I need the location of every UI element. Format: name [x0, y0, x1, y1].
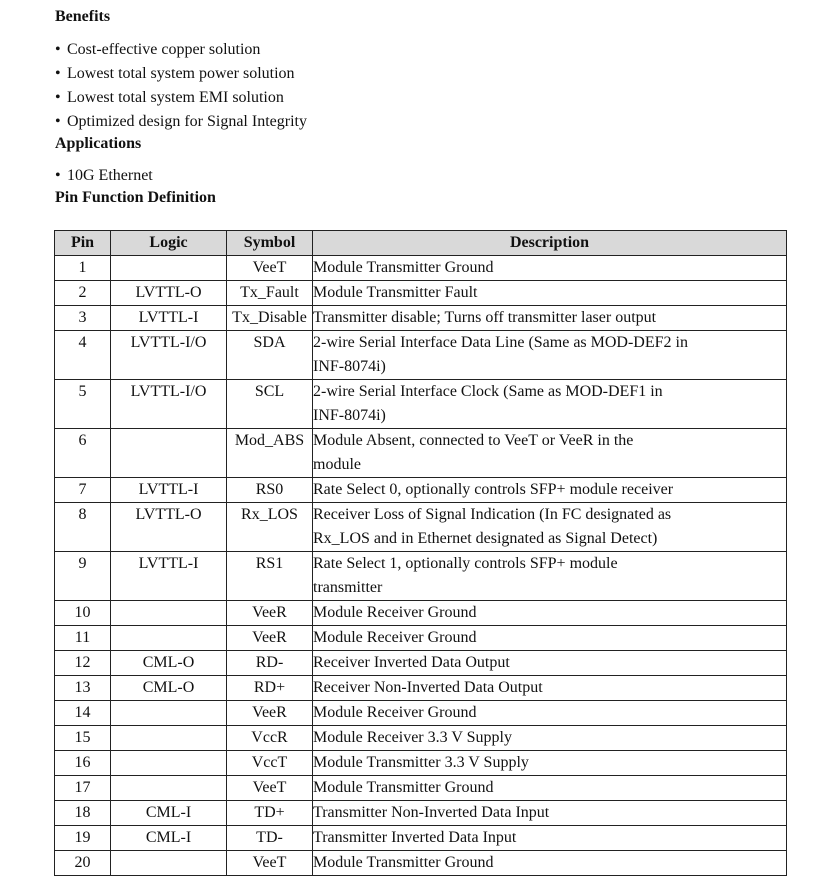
description-cell [313, 429, 787, 478]
symbol-cell: SCL [227, 380, 313, 429]
pin-cell: 17 [55, 776, 111, 801]
benefit-text: Optimized design for Signal Integrity [67, 113, 307, 130]
table-row [55, 751, 787, 776]
table-row [55, 429, 787, 478]
pin-cell: 7 [55, 478, 111, 503]
symbol-cell: VeeR [227, 701, 313, 726]
applications-heading: Applications [55, 135, 142, 152]
pin-cell: 19 [55, 826, 111, 851]
description-cell [313, 503, 787, 552]
description-cell [313, 306, 787, 331]
logic-cell [111, 626, 227, 651]
symbol-cell: VccT [227, 751, 313, 776]
description-line: Module Receiver Ground [313, 629, 477, 646]
bullet-icon: • [55, 89, 61, 106]
symbol-cell: Rx_LOS [227, 503, 313, 552]
header-logic: Logic [111, 231, 227, 256]
pin-cell: 1 [55, 256, 111, 281]
table-row [55, 626, 787, 651]
pin-table-heading: Pin Function Definition [55, 189, 216, 206]
table-row [55, 601, 787, 626]
logic-cell: LVTTL-I [111, 552, 227, 601]
logic-cell: CML-O [111, 651, 227, 676]
benefit-item [55, 88, 284, 108]
logic-cell: LVTTL-I/O [111, 331, 227, 380]
bullet-icon: • [55, 41, 61, 58]
logic-cell [111, 256, 227, 281]
table-row [55, 776, 787, 801]
table-row [55, 676, 787, 701]
benefits-heading: Benefits [55, 8, 111, 25]
description-line: Receiver Inverted Data Output [313, 654, 510, 671]
table-row [55, 256, 787, 281]
header-pin: Pin [55, 231, 111, 256]
logic-cell [111, 429, 227, 478]
description-line: Module Transmitter Ground [313, 259, 494, 276]
description-cell [313, 826, 787, 851]
pin-cell: 11 [55, 626, 111, 651]
symbol-cell: TD- [227, 826, 313, 851]
benefit-text: Lowest total system EMI solution [67, 89, 284, 106]
description-line: 2-wire Serial Interface Data Line (Same as MOD-DEF2 in [313, 334, 688, 351]
symbol-cell: VeeR [227, 601, 313, 626]
logic-cell: CML-O [111, 676, 227, 701]
description-line: transmitter [313, 579, 383, 596]
description-line: Rate Select 0, optionally controls SFP+ module receiver [313, 481, 674, 498]
logic-cell [111, 726, 227, 751]
logic-cell: CML-I [111, 826, 227, 851]
logic-cell [111, 751, 227, 776]
description-cell [313, 256, 787, 281]
table-row [55, 701, 787, 726]
table-row [55, 851, 787, 876]
description-cell [313, 601, 787, 626]
pin-cell: 10 [55, 601, 111, 626]
symbol-cell: VeeT [227, 851, 313, 876]
description-line: module [313, 456, 361, 473]
logic-cell: LVTTL-I [111, 306, 227, 331]
symbol-cell: SDA [227, 331, 313, 380]
description-line: Module Absent, connected to VeeT or VeeR in the [313, 432, 634, 449]
table-row [55, 503, 787, 552]
description-cell [313, 851, 787, 876]
description-line: Transmitter disable; Turns off transmitter laser output [313, 309, 657, 326]
logic-cell: LVTTL-O [111, 281, 227, 306]
description-line: Receiver Non-Inverted Data Output [313, 679, 543, 696]
application-text: 10G Ethernet [67, 167, 153, 184]
description-line: Transmitter Non-Inverted Data Input [313, 804, 550, 821]
description-line: Module Transmitter Fault [313, 284, 478, 301]
description-cell [313, 651, 787, 676]
pin-cell: 8 [55, 503, 111, 552]
pin-cell: 20 [55, 851, 111, 876]
symbol-cell: Mod_ABS [227, 429, 313, 478]
description-line: Transmitter Inverted Data Input [313, 829, 517, 846]
pin-cell: 6 [55, 429, 111, 478]
table-row [55, 478, 787, 503]
table-row [55, 380, 787, 429]
logic-cell: LVTTL-I/O [111, 380, 227, 429]
description-cell [313, 478, 787, 503]
pin-cell: 3 [55, 306, 111, 331]
description-cell [313, 751, 787, 776]
benefit-item [55, 40, 260, 60]
header-symbol: Symbol [227, 231, 313, 256]
pin-cell: 5 [55, 380, 111, 429]
logic-cell [111, 776, 227, 801]
description-line: INF-8074i) [313, 407, 386, 424]
pin-cell: 14 [55, 701, 111, 726]
table-row [55, 552, 787, 601]
pin-cell: 4 [55, 331, 111, 380]
description-line: Rx_LOS and in Ethernet designated as Signal Detect) [313, 530, 658, 547]
bullet-icon: • [55, 167, 61, 184]
symbol-cell: VccR [227, 726, 313, 751]
symbol-cell: VeeT [227, 256, 313, 281]
description-cell [313, 776, 787, 801]
symbol-cell: VeeR [227, 626, 313, 651]
description-cell [313, 701, 787, 726]
description-line: Rate Select 1, optionally controls SFP+ module [313, 555, 618, 572]
benefit-text: Lowest total system power solution [67, 65, 295, 82]
pin-cell: 9 [55, 552, 111, 601]
header-description: Description [313, 231, 787, 256]
benefit-item [55, 112, 307, 132]
logic-cell: LVTTL-O [111, 503, 227, 552]
description-cell [313, 281, 787, 306]
description-line: Module Receiver Ground [313, 704, 477, 721]
description-cell [313, 726, 787, 751]
description-cell [313, 331, 787, 380]
pin-cell: 15 [55, 726, 111, 751]
symbol-cell: Tx_Disable [227, 306, 313, 331]
pin-function-table [54, 230, 787, 876]
description-cell [313, 552, 787, 601]
symbol-cell: RS1 [227, 552, 313, 601]
pin-table-body [55, 256, 787, 876]
logic-cell [111, 701, 227, 726]
symbol-cell: Tx_Fault [227, 281, 313, 306]
description-cell [313, 801, 787, 826]
logic-cell: LVTTL-I [111, 478, 227, 503]
symbol-cell: RS0 [227, 478, 313, 503]
table-row [55, 801, 787, 826]
description-line: Module Receiver 3.3 V Supply [313, 729, 512, 746]
description-line: Receiver Loss of Signal Indication (In FC designated as [313, 506, 672, 523]
pin-cell: 2 [55, 281, 111, 306]
description-line: Module Transmitter 3.3 V Supply [313, 754, 529, 771]
table-row [55, 281, 787, 306]
description-line: 2-wire Serial Interface Clock (Same as MOD-DEF1 in [313, 383, 663, 400]
logic-cell [111, 851, 227, 876]
description-line: INF-8074i) [313, 358, 386, 375]
pin-cell: 18 [55, 801, 111, 826]
table-row [55, 826, 787, 851]
logic-cell [111, 601, 227, 626]
logic-cell: CML-I [111, 801, 227, 826]
table-row [55, 331, 787, 380]
symbol-cell: RD- [227, 651, 313, 676]
bullet-icon: • [55, 65, 61, 82]
benefit-text: Cost-effective copper solution [67, 41, 261, 58]
table-row [55, 651, 787, 676]
description-line: Module Transmitter Ground [313, 779, 494, 796]
bullet-icon: • [55, 113, 61, 130]
symbol-cell: RD+ [227, 676, 313, 701]
table-row [55, 726, 787, 751]
application-item [55, 166, 153, 186]
description-line: Module Receiver Ground [313, 604, 477, 621]
pin-cell: 13 [55, 676, 111, 701]
description-cell [313, 380, 787, 429]
description-line: Module Transmitter Ground [313, 854, 494, 871]
symbol-cell: VeeT [227, 776, 313, 801]
benefit-item [55, 64, 295, 84]
pin-cell: 16 [55, 751, 111, 776]
pin-cell: 12 [55, 651, 111, 676]
description-cell [313, 626, 787, 651]
symbol-cell: TD+ [227, 801, 313, 826]
table-header-row [55, 231, 787, 256]
description-cell [313, 676, 787, 701]
table-row [55, 306, 787, 331]
